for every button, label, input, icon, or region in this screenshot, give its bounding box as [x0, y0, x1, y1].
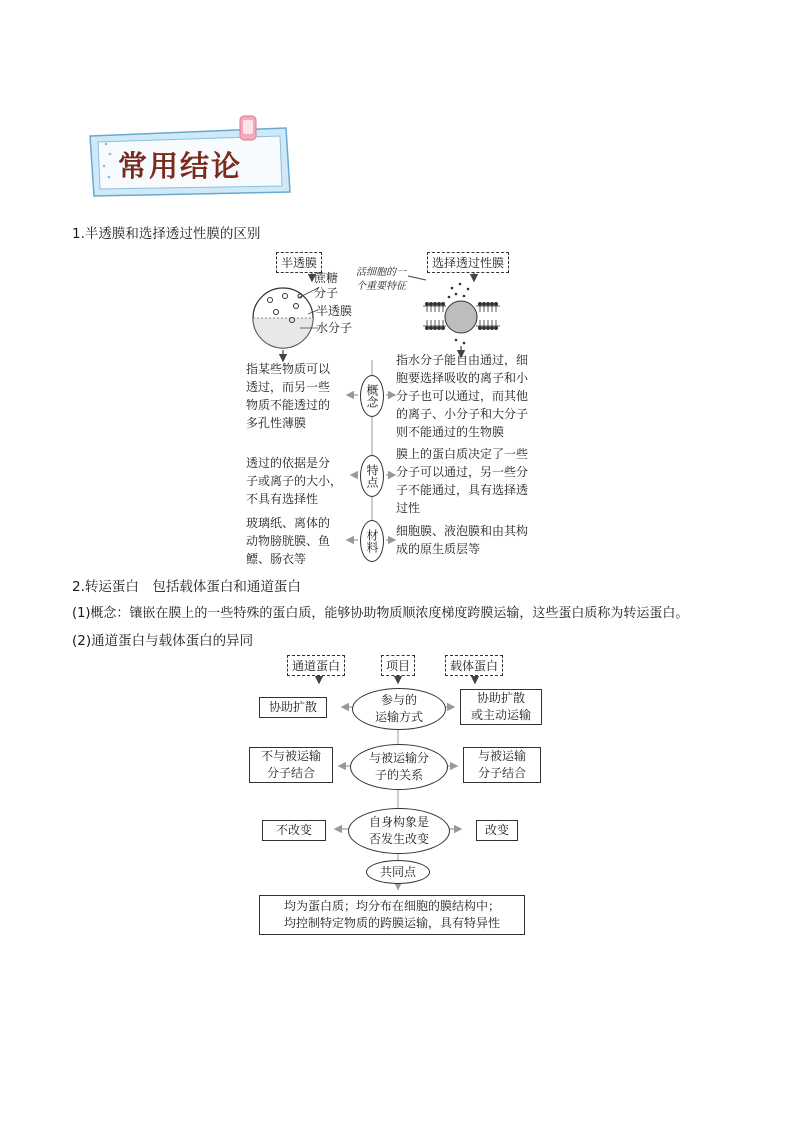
- carrier-binding: [463, 747, 541, 783]
- row2-right-line: 膜上的蛋白质决定了一些: [396, 447, 529, 461]
- label-selective: 选择透过性膜: [427, 252, 509, 273]
- handwritten-line-2: 个重要特征: [356, 281, 406, 292]
- annot-membrane: 半透膜: [316, 304, 353, 318]
- section2-compare-heading: (2)通道蛋白与载体蛋白的异同: [72, 633, 254, 649]
- row1-right-line: 分子也可以通过，而其他: [396, 389, 529, 403]
- row2-left-line: 透过的依据是分: [246, 456, 331, 470]
- channel-transport-mode: 协助扩散: [259, 697, 327, 718]
- tag-concept-label: 概念: [365, 384, 379, 408]
- row2-right-line: 分子可以通过，另一些分: [396, 465, 529, 479]
- channel-binding: [249, 747, 333, 783]
- row3-right-line: 细胞膜、液泡膜和由其构: [396, 524, 529, 538]
- tag-feature-label: 特点: [365, 464, 379, 488]
- channel-binding-line: 不与被运输: [260, 749, 321, 763]
- item-conformation-line: 自身构象是: [368, 815, 429, 829]
- channel-conformation: 不改变: [262, 820, 326, 841]
- row1-left-line: 透过，而另一些: [246, 380, 331, 394]
- carrier-transport-mode-line: 协助扩散: [476, 691, 525, 705]
- row2-left-line: 不具有选择性: [246, 492, 319, 506]
- row1-left-line: 物质不能透过的: [246, 398, 331, 412]
- row1-left-line: 指某些物质可以: [246, 362, 331, 376]
- item-transport-mode: [352, 688, 446, 730]
- item-conformation-line: 否发生改变: [368, 832, 429, 846]
- common-text-line: 均控制特定物质的跨膜运输，具有特异性: [283, 916, 500, 930]
- annot-water: 水分子: [316, 321, 353, 335]
- row2-right-line: 过性: [396, 501, 421, 515]
- row1-right-line: 的离子、小分子和大分子: [396, 407, 529, 421]
- row3-right-line: 成的原生质层等: [396, 542, 481, 556]
- item-binding-line: 子的关系: [374, 768, 423, 782]
- row1-right-line: 胞要选择吸收的离子和小: [396, 371, 529, 385]
- carrier-binding-line: 分子结合: [477, 766, 526, 780]
- annot-sucrose-line-2: 分子: [314, 286, 339, 300]
- annot-sucrose-line-1: 蔗糖: [314, 271, 339, 285]
- row2-left-line: 子或离子的大小，: [246, 474, 343, 488]
- item-transport-mode-line: 运输方式: [374, 710, 423, 724]
- section2-concept: (1)概念：镶嵌在膜上的一些特殊的蛋白质，能够协助物质顺浓度梯度跨膜运输，这些蛋白质称为转运蛋白。: [72, 606, 689, 621]
- section1-heading: 1.半透膜和选择透过性膜的区别: [72, 226, 261, 242]
- row1-right-line: 则不能通过的生物膜: [396, 425, 505, 439]
- common-text-line: 均为蛋白质；均分布在细胞的膜结构中；: [283, 899, 500, 913]
- common-text: [259, 895, 525, 935]
- item-binding: [350, 744, 448, 790]
- col-channel-protein: 通道蛋白: [287, 655, 345, 676]
- item-conformation: [348, 808, 450, 854]
- item-binding-line: 与被运输分: [368, 751, 429, 765]
- common-label: 共同点: [366, 860, 430, 884]
- label-semipermeable: 半透膜: [276, 252, 322, 273]
- tag-material-label: 材料: [365, 529, 379, 553]
- carrier-transport-mode-line: 或主动运输: [470, 708, 531, 722]
- banner-title: 常用结论: [118, 149, 243, 183]
- channel-binding-line: 分子结合: [266, 766, 315, 780]
- carrier-binding-line: 与被运输: [477, 749, 526, 763]
- carrier-transport-mode: [460, 689, 542, 725]
- carrier-conformation: 改变: [476, 820, 518, 841]
- section2-heading: 2.转运蛋白 包括载体蛋白和通道蛋白: [72, 579, 301, 595]
- item-transport-mode-line: 参与的: [380, 693, 417, 707]
- row3-left-line: 动物膀胱膜、鱼: [246, 534, 331, 548]
- col-carrier-protein: 载体蛋白: [445, 655, 503, 676]
- row3-left-line: 鳔、肠衣等: [246, 552, 307, 566]
- handwritten-line-1: 活细胞的一: [356, 267, 406, 278]
- row1-left-line: 多孔性薄膜: [246, 416, 307, 430]
- row2-right-line: 子不能通过，具有选择透: [396, 483, 529, 497]
- col-item: 项目: [381, 655, 415, 676]
- row3-left-line: 玻璃纸、离体的: [246, 516, 331, 530]
- row1-right-line: 指水分子能自由通过，细: [396, 353, 529, 367]
